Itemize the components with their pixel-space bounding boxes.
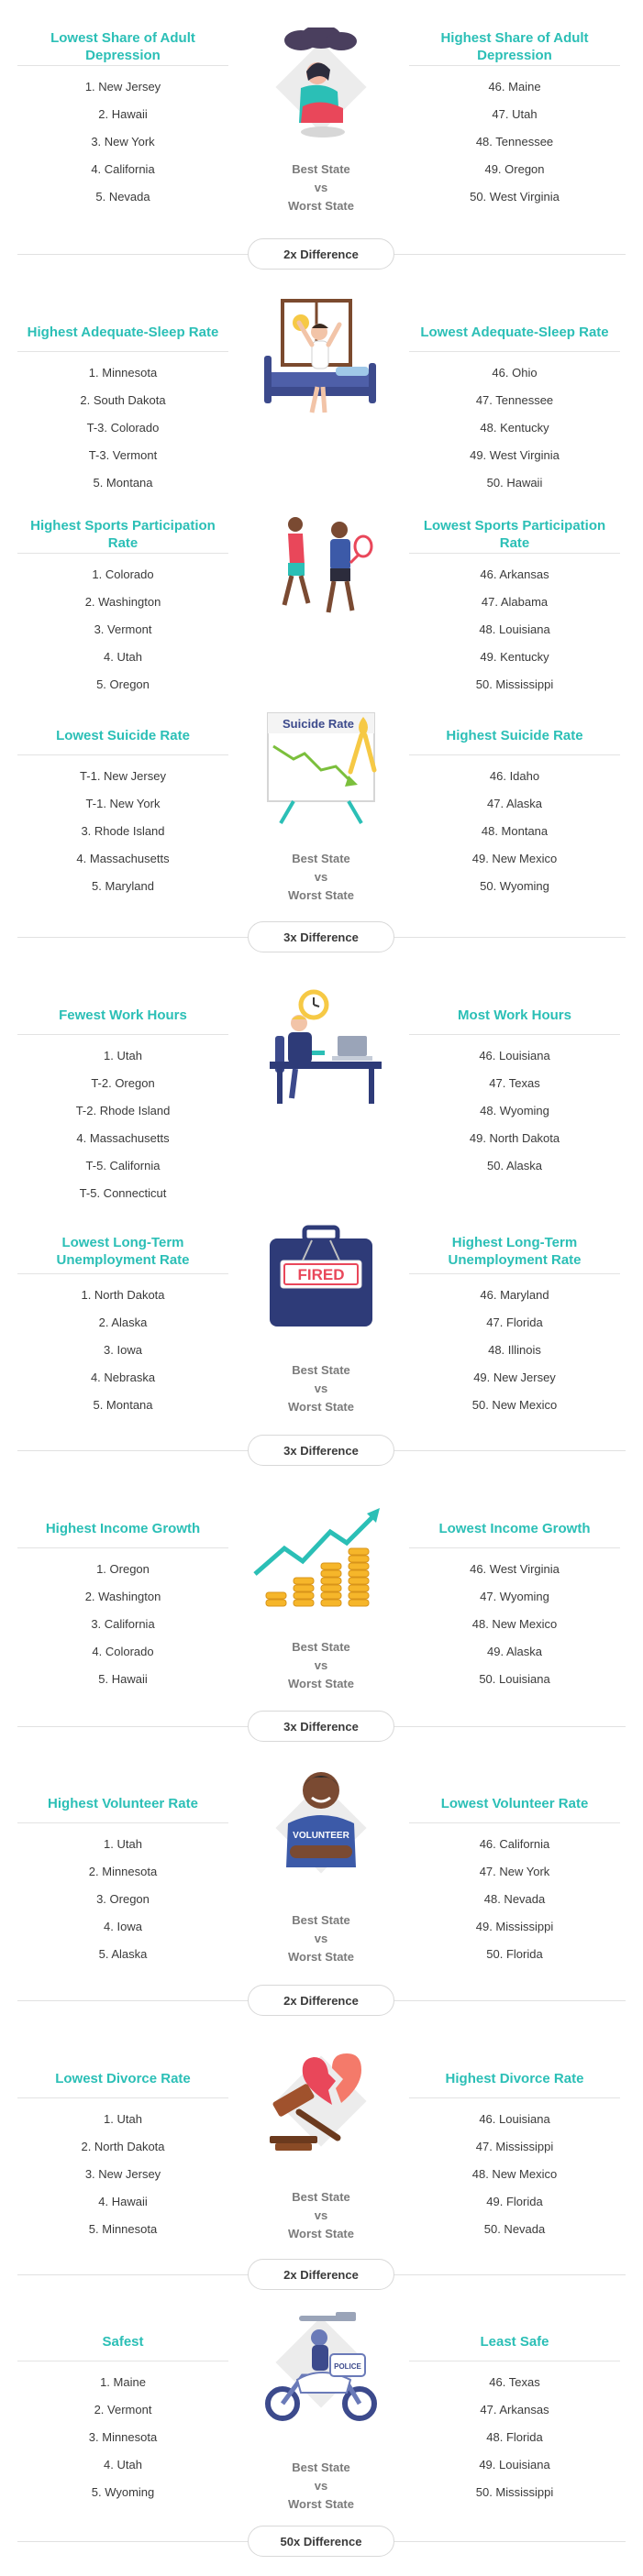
fired-briefcase-icon	[248, 1224, 394, 1352]
worst-title: Highest Divorce Rate	[409, 2060, 620, 2098]
difference-badge: 2x Difference	[248, 238, 394, 270]
list-item: 50. Wyoming	[480, 879, 549, 893]
list-item: 50. New Mexico	[471, 1398, 558, 1412]
list-item: 49. Kentucky	[480, 650, 549, 664]
best-title: Lowest Share of Adult Depression	[17, 28, 228, 66]
list-item: 1. Maine	[100, 2375, 146, 2389]
list-item: 1. Minnesota	[88, 366, 158, 380]
worst-list	[409, 2361, 620, 2506]
list-item: T-1. New Jersey	[80, 769, 166, 783]
list-item: 2. Washington	[84, 595, 161, 609]
best-title: Highest Volunteer Rate	[17, 1785, 228, 1823]
list-item: 4. Colorado	[92, 1645, 154, 1658]
list-item: 47. Alabama	[481, 595, 549, 609]
worst-list	[409, 755, 620, 900]
worst-column	[409, 2323, 620, 2506]
list-item: 5. Nevada	[95, 190, 150, 204]
best-title: Fewest Work Hours	[17, 996, 228, 1035]
list-item: T-5. California	[85, 1159, 161, 1172]
volunteer-shirt-label: VOLUNTEER	[293, 1831, 349, 1841]
office-worker-icon	[248, 981, 394, 1109]
worst-title: Lowest Adequate-Sleep Rate	[409, 314, 620, 352]
best-column	[17, 515, 228, 699]
list-item: 48. Tennessee	[475, 135, 554, 149]
difference-row	[0, 238, 643, 270]
list-item: 1. New Jersey	[84, 80, 161, 94]
list-item: 49. Louisiana	[479, 2458, 550, 2471]
worst-column	[409, 2060, 620, 2243]
worst-column	[409, 515, 620, 699]
best-column	[17, 2060, 228, 2243]
worst-column	[409, 996, 620, 1180]
best-list	[17, 66, 228, 211]
best-list	[17, 352, 228, 497]
list-item: 5. Montana	[93, 476, 153, 490]
list-item: 4. Nebraska	[90, 1371, 156, 1384]
list-item: 49. New Jersey	[473, 1371, 556, 1384]
list-item: 50. Alaska	[487, 1159, 542, 1172]
worst-list	[409, 1274, 620, 1419]
worst-column	[409, 1785, 620, 1968]
list-item: 46. California	[479, 1837, 550, 1851]
worst-list	[409, 554, 620, 699]
list-item: 48. Montana	[481, 824, 549, 838]
list-item: 4. Massachusetts	[76, 852, 170, 865]
waking-up-icon	[248, 295, 394, 424]
difference-badge: 3x Difference	[248, 921, 394, 952]
difference-badge: 2x Difference	[248, 2259, 394, 2290]
list-item: 46. West Virginia	[470, 1562, 560, 1576]
list-item: 2. Vermont	[94, 2403, 152, 2416]
best-title: Safest	[17, 2323, 228, 2361]
list-item: 5. Montana	[93, 1398, 153, 1412]
police-label: POLICE	[334, 2362, 361, 2371]
list-item: 50. West Virginia	[470, 190, 560, 204]
list-item: 3. Oregon	[96, 1892, 150, 1906]
list-item: T-3. Colorado	[86, 421, 160, 435]
worst-column	[409, 717, 620, 900]
fired-label: FIRED	[297, 1266, 345, 1283]
list-item: 46. Ohio	[492, 366, 538, 380]
list-item: 3. Minnesota	[88, 2430, 158, 2444]
list-item: 4. Utah	[104, 650, 142, 664]
best-vs-worst-label: Best State vs Worst State	[288, 2460, 354, 2511]
worst-title: Highest Long-Term Unemployment Rate	[409, 1228, 620, 1274]
list-item: 5. Minnesota	[88, 2222, 158, 2236]
best-column	[17, 314, 228, 497]
best-title: Lowest Long-Term Unemployment Rate	[17, 1228, 228, 1274]
list-item: 46. Louisiana	[479, 1049, 550, 1062]
best-list	[17, 1035, 228, 1207]
list-item: 46. Texas	[489, 2375, 540, 2389]
list-item: 48. New Mexico	[471, 2167, 558, 2181]
list-item: 2. North Dakota	[81, 2140, 165, 2153]
list-item: 3. Iowa	[104, 1343, 142, 1357]
coin-growth-icon	[248, 1501, 394, 1629]
list-item: 3. New Jersey	[84, 2167, 161, 2181]
list-item: 49. Florida	[486, 2195, 543, 2208]
suicide-rate-chart-icon	[248, 708, 394, 836]
best-vs-worst-label: Best State vs Worst State	[288, 162, 354, 213]
list-item: 50. Nevada	[483, 2222, 546, 2236]
best-list	[17, 2361, 228, 2506]
difference-row	[0, 921, 643, 952]
list-item: 50. Mississippi	[475, 677, 554, 691]
best-title: Lowest Divorce Rate	[17, 2060, 228, 2098]
list-item: 46. Maryland	[480, 1288, 549, 1302]
worst-column	[409, 1228, 620, 1419]
list-item: 48. Wyoming	[480, 1104, 549, 1117]
best-list	[17, 1823, 228, 1968]
list-item: 50. Hawaii	[486, 476, 543, 490]
list-item: 2. Alaska	[98, 1316, 148, 1329]
list-item: 48. New Mexico	[471, 1617, 558, 1631]
best-column	[17, 2323, 228, 2506]
list-item: T-5. Connecticut	[79, 1186, 167, 1200]
list-item: 50. Mississippi	[475, 2485, 554, 2499]
list-item: 5. Oregon	[96, 677, 150, 691]
list-item: 3. Vermont	[94, 622, 152, 636]
list-item: 49. West Virginia	[470, 448, 560, 462]
list-item: 46. Arkansas	[480, 567, 549, 581]
worst-column	[409, 314, 620, 497]
list-item: 48. Nevada	[483, 1892, 546, 1906]
difference-row	[0, 2526, 643, 2557]
volunteer-icon	[248, 1759, 394, 1888]
list-item: 4. Iowa	[104, 1920, 142, 1933]
worst-title: Most Work Hours	[409, 996, 620, 1035]
list-item: T-3. Vermont	[88, 448, 158, 462]
best-column	[17, 28, 228, 211]
chart-title: Suicide Rate	[283, 717, 355, 731]
list-item: 2. Hawaii	[98, 107, 148, 121]
athletes-icon	[248, 506, 394, 634]
best-vs-worst-label: Best State vs Worst State	[288, 1363, 354, 1414]
worst-list	[409, 352, 620, 497]
list-item: 47. Florida	[486, 1316, 543, 1329]
list-item: T-1. New York	[85, 797, 161, 810]
list-item: T-2. Oregon	[91, 1076, 155, 1090]
difference-row	[0, 2259, 643, 2290]
best-column	[17, 1228, 228, 1419]
best-title: Highest Income Growth	[17, 1510, 228, 1548]
best-list	[17, 755, 228, 900]
list-item: 47. Tennessee	[475, 393, 554, 407]
list-item: T-2. Rhode Island	[75, 1104, 171, 1117]
list-item: 4. California	[91, 162, 155, 176]
difference-badge: 3x Difference	[248, 1435, 394, 1466]
list-item: 49. New Mexico	[471, 852, 558, 865]
list-item: 1. North Dakota	[81, 1288, 165, 1302]
list-item: 48. Louisiana	[479, 622, 550, 636]
list-item: 47. Utah	[492, 107, 538, 121]
best-column	[17, 996, 228, 1207]
worst-title: Highest Suicide Rate	[409, 717, 620, 755]
list-item: 2. Minnesota	[88, 1865, 158, 1878]
list-item: 49. North Dakota	[469, 1131, 560, 1145]
list-item: 5. Wyoming	[91, 2485, 155, 2499]
list-item: 5. Hawaii	[98, 1672, 148, 1686]
list-item: 46. Maine	[488, 80, 541, 94]
worst-column	[409, 1510, 620, 1693]
difference-badge: 3x Difference	[248, 1711, 394, 1742]
worst-title: Lowest Income Growth	[409, 1510, 620, 1548]
list-item: 46. Louisiana	[479, 2112, 550, 2126]
list-item: 5. Alaska	[98, 1947, 148, 1961]
list-item: 46. Idaho	[489, 769, 540, 783]
difference-badge: 2x Difference	[248, 1985, 394, 2016]
difference-row	[0, 1435, 643, 1466]
best-list	[17, 1548, 228, 1693]
worst-list	[409, 2098, 620, 2243]
difference-badge: 50x Difference	[248, 2526, 394, 2557]
worst-list	[409, 1548, 620, 1693]
list-item: 2. Washington	[84, 1590, 161, 1603]
list-item: 1. Colorado	[92, 567, 154, 581]
list-item: 4. Hawaii	[98, 2195, 148, 2208]
list-item: 47. Alaska	[487, 797, 542, 810]
list-item: 47. Mississippi	[475, 2140, 554, 2153]
best-list	[17, 1274, 228, 1419]
best-title: Highest Sports Participation Rate	[17, 515, 228, 554]
list-item: 1. Utah	[104, 1049, 142, 1062]
list-item: 4. Massachusetts	[76, 1131, 170, 1145]
list-item: 3. California	[91, 1617, 155, 1631]
list-item: 48. Kentucky	[480, 421, 549, 435]
difference-row	[0, 1711, 643, 1742]
list-item: 49. Alaska	[487, 1645, 542, 1658]
worst-title: Lowest Volunteer Rate	[409, 1785, 620, 1823]
worst-title: Least Safe	[409, 2323, 620, 2361]
list-item: 1. Utah	[104, 2112, 142, 2126]
list-item: 1. Oregon	[96, 1562, 150, 1576]
worst-list	[409, 1035, 620, 1180]
worst-title: Lowest Sports Participation Rate	[409, 515, 620, 554]
depressed-person-icon	[248, 28, 394, 156]
list-item: 50. Florida	[486, 1947, 543, 1961]
best-list	[17, 2098, 228, 2243]
best-vs-worst-label: Best State vs Worst State	[288, 852, 354, 902]
best-column	[17, 1785, 228, 1968]
worst-title: Highest Share of Adult Depression	[409, 28, 620, 66]
worst-list	[409, 1823, 620, 1968]
best-list	[17, 554, 228, 699]
worst-column	[409, 28, 620, 211]
best-title: Lowest Suicide Rate	[17, 717, 228, 755]
list-item: 5. Maryland	[92, 879, 154, 893]
list-item: 3. New York	[91, 135, 155, 149]
list-item: 47. Texas	[489, 1076, 540, 1090]
best-vs-worst-label: Best State vs Worst State	[288, 2190, 354, 2240]
list-item: 50. Louisiana	[479, 1672, 550, 1686]
list-item: 49. Mississippi	[475, 1920, 554, 1933]
best-vs-worst-label: Best State vs Worst State	[288, 1913, 354, 1964]
list-item: 47. Wyoming	[480, 1590, 549, 1603]
list-item: 48. Florida	[486, 2430, 543, 2444]
list-item: 4. Utah	[104, 2458, 142, 2471]
list-item: 49. Oregon	[484, 162, 545, 176]
best-column	[17, 717, 228, 900]
best-column	[17, 1510, 228, 1693]
broken-heart-gavel-icon	[248, 2037, 394, 2165]
list-item: 1. Utah	[104, 1837, 142, 1851]
list-item: 2. South Dakota	[80, 393, 166, 407]
worst-list	[409, 66, 620, 211]
list-item: 47. New York	[479, 1865, 550, 1878]
best-title: Highest Adequate-Sleep Rate	[17, 314, 228, 352]
police-motorcycle-icon	[248, 2303, 394, 2431]
list-item: 47. Arkansas	[480, 2403, 549, 2416]
best-vs-worst-label: Best State vs Worst State	[288, 1640, 354, 1690]
list-item: 3. Rhode Island	[81, 824, 165, 838]
list-item: 48. Illinois	[488, 1343, 541, 1357]
difference-row	[0, 1985, 643, 2016]
